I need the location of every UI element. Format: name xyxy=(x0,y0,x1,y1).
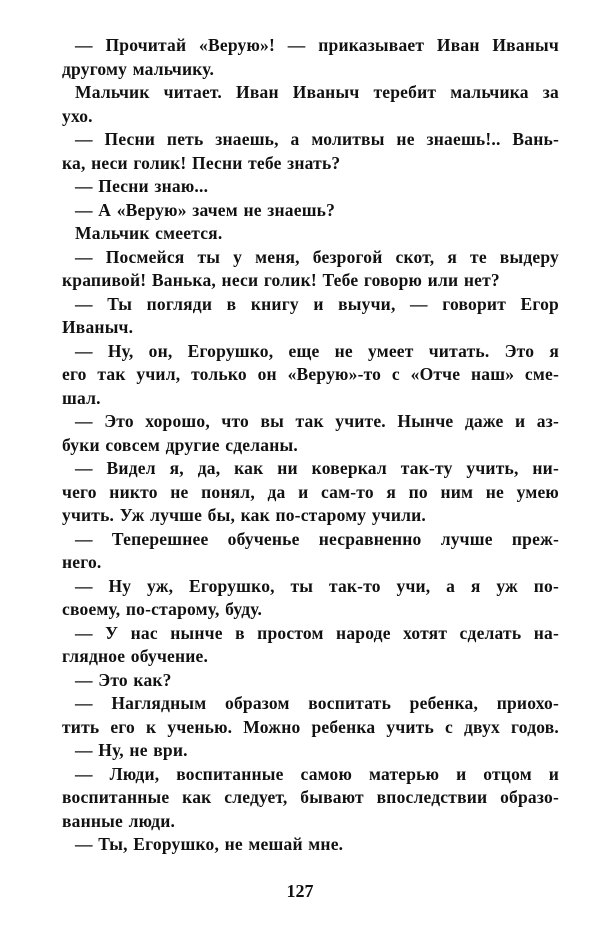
text-line: — Люди, воспитанные самою матерью и отцом и xyxy=(75,763,559,784)
text-line: — Ну, он, Егорушко, еще не умеет читать. Это я xyxy=(75,340,559,361)
text-line: крапивой! Ванька, неси голик! Тебе говорю или нет? xyxy=(62,270,500,290)
text-line: — Посмейся ты у меня, безрогой скот, я те выдеру xyxy=(75,246,559,267)
text-line: ка, неси голик! Песни тебе знать? xyxy=(62,152,341,173)
text-line: глядное обучение. xyxy=(62,646,209,666)
text-line: его так учил, только он «Верую»-то с «Отче наш» сме- xyxy=(62,364,559,384)
text-line: — Ты, Егорушко, не мешай мне. xyxy=(75,834,344,854)
text-line: — Прочитай «Верую»! — приказывает Иван Иваныч xyxy=(75,35,559,55)
text-line: — А «Верую» зачем не знаешь? xyxy=(75,199,336,220)
text-line: — Это хорошо, что вы так учите. Нынче даже и аз- xyxy=(75,411,559,431)
text-line: своему, по-старому, буду. xyxy=(62,599,263,619)
text-line: Мальчик читает. Иван Иваныч теребит мальчика за xyxy=(75,82,559,102)
page-number: 127 xyxy=(286,881,314,901)
text-line: учить. Уж лучше бы, как по-старому учили. xyxy=(62,505,427,525)
text-line: Иваныч. xyxy=(62,317,134,337)
text-line: — Ну уж, Егорушко, ты так-то учи, а я уж по- xyxy=(75,575,559,596)
text-line: тить его к ученью. Можно ребенка учить с двух годов. xyxy=(62,716,559,737)
text-line: другому мальчику. xyxy=(62,58,215,79)
text-line: — Это как? xyxy=(75,669,172,690)
text-line: ухо. xyxy=(62,105,93,126)
text-line: — Песни знаю... xyxy=(75,176,209,196)
text-line: ванные люди. xyxy=(62,810,176,831)
text-line: — Песни петь знаешь, а молитвы не знаешь!.. Вань- xyxy=(75,129,559,149)
page-text xyxy=(62,34,559,857)
text-line: — Наглядным образом воспитать ребенка, приохо- xyxy=(75,693,559,713)
text-line: — Ты погляди в книгу и выучи, — говорит Егор xyxy=(75,293,559,314)
text-line: — Теперешнее обученье несравненно лучше преж- xyxy=(75,528,559,549)
text-line: шал. xyxy=(62,387,101,408)
text-line: Мальчик смеется. xyxy=(75,223,223,243)
text-line: — У нас нынче в простом народе хотят сделать на- xyxy=(75,622,559,643)
text-line: воспитанные как следует, бывают впоследствии образо- xyxy=(62,787,559,807)
text-line: чего никто не понял, да и сам-то я по ним не умею xyxy=(62,481,559,502)
text-line: него. xyxy=(62,552,102,572)
text-line: буки совсем другие сделаны. xyxy=(62,434,298,455)
text-line: — Видел я, да, как ни коверкал так-ту учить, ни- xyxy=(75,458,559,478)
text-line: — Ну, не ври. xyxy=(75,740,188,760)
